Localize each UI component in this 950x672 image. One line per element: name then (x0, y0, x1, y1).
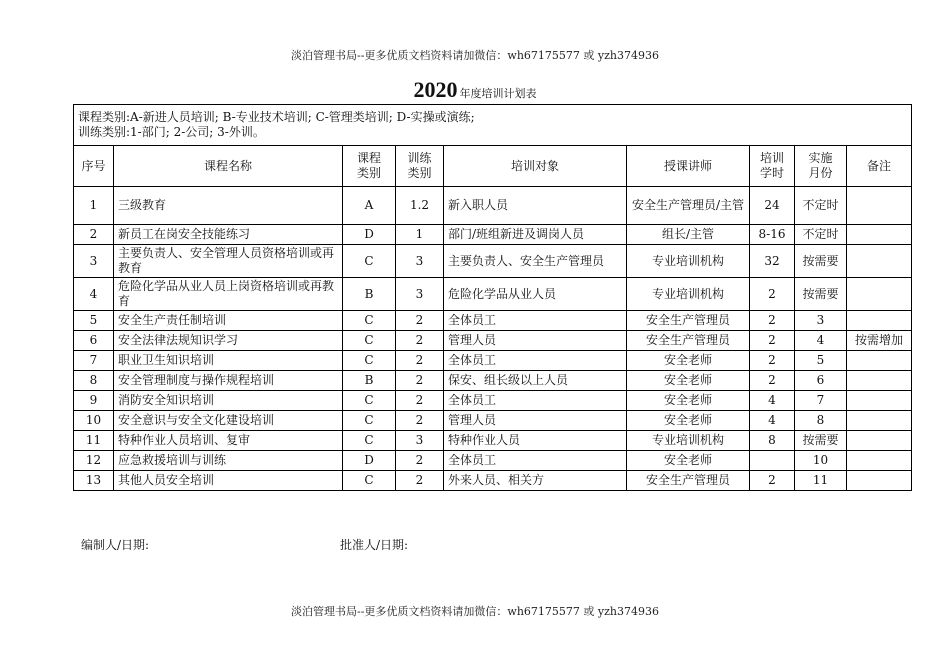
course-type-cell: B (343, 371, 396, 391)
training-hours-cell: 2 (750, 331, 795, 351)
training-type-cell: 2 (396, 311, 444, 331)
training-target-cell: 管理人员 (444, 331, 627, 351)
implementation-month-cell: 8 (795, 411, 847, 431)
training-hours-cell: 4 (750, 391, 795, 411)
row-number-cell: 4 (74, 278, 114, 311)
lecturer-cell: 安全老师 (627, 351, 750, 371)
training-type-cell: 2 (396, 391, 444, 411)
course-type-cell: C (343, 391, 396, 411)
lecturer-cell: 组长/主管 (627, 225, 750, 245)
col-header-note: 备注 (847, 146, 912, 187)
training-plan-table (73, 104, 912, 491)
table-row (74, 311, 912, 331)
training-hours-cell: 24 (750, 187, 795, 225)
training-target-cell: 特种作业人员 (444, 431, 627, 451)
col-header-course-type: 课程 类别 (343, 146, 396, 187)
course-type-cell: A (343, 187, 396, 225)
course-type-cell: C (343, 411, 396, 431)
table-row (74, 431, 912, 451)
legend-cell (74, 105, 912, 146)
training-target-cell: 全体员工 (444, 391, 627, 411)
lecturer-cell: 安全生产管理员 (627, 331, 750, 351)
table-row (74, 351, 912, 371)
course-type-cell: C (343, 431, 396, 451)
row-number-cell: 13 (74, 471, 114, 491)
lecturer-cell: 安全老师 (627, 391, 750, 411)
training-target-cell: 保安、组长级以上人员 (444, 371, 627, 391)
implementation-month-cell: 11 (795, 471, 847, 491)
course-name-cell: 特种作业人员培训、复审 (114, 431, 343, 451)
lecturer-cell: 安全老师 (627, 451, 750, 471)
training-hours-cell: 8-16 (750, 225, 795, 245)
lecturer-cell: 安全生产管理员 (627, 471, 750, 491)
col-header-hours: 培训 学时 (750, 146, 795, 187)
implementation-month-cell: 不定时 (795, 187, 847, 225)
legend-course-types: 课程类别:A-新进人员培训; B-专业技术培训; C-管理类培训; D-实操或演练; (78, 110, 475, 124)
remark-cell: 按需增加 (847, 331, 912, 351)
remark-cell (847, 278, 912, 311)
implementation-month-cell: 5 (795, 351, 847, 371)
row-number-cell: 10 (74, 411, 114, 431)
remark-cell (847, 451, 912, 471)
lecturer-cell: 安全生产管理员/主管 (627, 187, 750, 225)
course-type-cell: C (343, 331, 396, 351)
lecturer-cell: 安全老师 (627, 371, 750, 391)
implementation-month-cell: 4 (795, 331, 847, 351)
table-row (74, 451, 912, 471)
row-number-cell: 6 (74, 331, 114, 351)
table-row (74, 411, 912, 431)
table-row (74, 471, 912, 491)
training-type-cell: 1 (396, 225, 444, 245)
row-number-cell: 2 (74, 225, 114, 245)
row-number-cell: 7 (74, 351, 114, 371)
remark-cell (847, 245, 912, 278)
table-header-row (74, 146, 912, 187)
implementation-month-cell: 按需要 (795, 431, 847, 451)
document-title (0, 77, 950, 103)
remark-cell (847, 225, 912, 245)
course-name-cell: 消防安全知识培训 (114, 391, 343, 411)
training-hours-cell: 2 (750, 471, 795, 491)
implementation-month-cell: 3 (795, 311, 847, 331)
training-target-cell: 部门/班组新进及调岗人员 (444, 225, 627, 245)
row-number-cell: 3 (74, 245, 114, 278)
training-target-cell: 主要负责人、安全生产管理员 (444, 245, 627, 278)
training-target-cell: 全体员工 (444, 451, 627, 471)
training-type-cell: 2 (396, 331, 444, 351)
training-target-cell: 外来人员、相关方 (444, 471, 627, 491)
lecturer-cell: 专业培训机构 (627, 278, 750, 311)
header-watermark-note: 淡泊管理书局--更多优质文档资料请加微信：wh67175577 或 yzh374936 (291, 49, 659, 62)
implementation-month-cell: 10 (795, 451, 847, 471)
col-header-no: 序号 (74, 146, 114, 187)
training-target-cell: 全体员工 (444, 351, 627, 371)
row-number-cell: 1 (74, 187, 114, 225)
training-type-cell: 3 (396, 431, 444, 451)
title-year: 2020 (413, 77, 458, 102)
training-type-cell: 3 (396, 278, 444, 311)
row-number-cell: 12 (74, 451, 114, 471)
remark-cell (847, 371, 912, 391)
table-row (74, 225, 912, 245)
lecturer-cell: 安全生产管理员 (627, 311, 750, 331)
course-name-cell: 安全管理制度与操作规程培训 (114, 371, 343, 391)
lecturer-cell: 专业培训机构 (627, 431, 750, 451)
course-type-cell: C (343, 245, 396, 278)
remark-cell (847, 431, 912, 451)
col-header-target: 培训对象 (444, 146, 627, 187)
course-type-cell: B (343, 278, 396, 311)
col-header-course-name: 课程名称 (114, 146, 343, 187)
implementation-month-cell: 7 (795, 391, 847, 411)
table-row (74, 245, 912, 278)
training-target-cell: 管理人员 (444, 411, 627, 431)
course-name-cell: 其他人员安全培训 (114, 471, 343, 491)
course-type-cell: C (343, 311, 396, 331)
approved-by-label: 批准人/日期: (340, 538, 409, 552)
col-header-training-type: 训练 类别 (396, 146, 444, 187)
lecturer-cell: 专业培训机构 (627, 245, 750, 278)
course-name-cell: 新员工在岗安全技能练习 (114, 225, 343, 245)
prepared-by-label: 编制人/日期: (81, 538, 150, 552)
lecturer-cell: 安全老师 (627, 411, 750, 431)
remark-cell (847, 351, 912, 371)
training-type-cell: 2 (396, 451, 444, 471)
training-type-cell: 2 (396, 411, 444, 431)
course-name-cell: 安全意识与安全文化建设培训 (114, 411, 343, 431)
row-number-cell: 11 (74, 431, 114, 451)
course-name-cell: 主要负责人、安全管理人员资格培训或再教育 (114, 245, 343, 278)
training-type-cell: 2 (396, 371, 444, 391)
remark-cell (847, 187, 912, 225)
training-hours-cell: 2 (750, 351, 795, 371)
implementation-month-cell: 6 (795, 371, 847, 391)
training-type-cell: 2 (396, 351, 444, 371)
implementation-month-cell: 按需要 (795, 245, 847, 278)
table-row (74, 187, 912, 225)
table-row (74, 391, 912, 411)
course-type-cell: C (343, 351, 396, 371)
course-name-cell: 安全法律法规知识学习 (114, 331, 343, 351)
training-target-cell: 危险化学品从业人员 (444, 278, 627, 311)
course-name-cell: 危险化学品从业人员上岗资格培训或再教育 (114, 278, 343, 311)
remark-cell (847, 471, 912, 491)
course-name-cell: 应急救援培训与训练 (114, 451, 343, 471)
course-name-cell: 职业卫生知识培训 (114, 351, 343, 371)
training-hours-cell: 4 (750, 411, 795, 431)
remark-cell (847, 391, 912, 411)
col-header-month: 实施 月份 (795, 146, 847, 187)
implementation-month-cell: 按需要 (795, 278, 847, 311)
training-hours-cell: 2 (750, 278, 795, 311)
course-type-cell: D (343, 451, 396, 471)
course-type-cell: C (343, 471, 396, 491)
row-number-cell: 8 (74, 371, 114, 391)
row-number-cell: 5 (74, 311, 114, 331)
course-name-cell: 三级教育 (114, 187, 343, 225)
training-hours-cell: 8 (750, 431, 795, 451)
table-row (74, 278, 912, 311)
course-type-cell: D (343, 225, 396, 245)
training-hours-cell: 2 (750, 371, 795, 391)
table-row (74, 331, 912, 351)
training-hours-cell (750, 451, 795, 471)
training-type-cell: 1.2 (396, 187, 444, 225)
training-type-cell: 3 (396, 245, 444, 278)
col-header-lecturer: 授课讲师 (627, 146, 750, 187)
footer-watermark-note: 淡泊管理书局--更多优质文档资料请加微信：wh67175577 或 yzh374936 (291, 605, 659, 618)
remark-cell (847, 311, 912, 331)
implementation-month-cell: 不定时 (795, 225, 847, 245)
course-name-cell: 安全生产责任制培训 (114, 311, 343, 331)
title-text: 年度培训计划表 (459, 87, 537, 100)
training-target-cell: 新入职人员 (444, 187, 627, 225)
training-type-cell: 2 (396, 471, 444, 491)
training-hours-cell: 2 (750, 311, 795, 331)
table-row (74, 371, 912, 391)
remark-cell (847, 411, 912, 431)
legend-training-types: 训练类别:1-部门; 2-公司; 3-外训。 (78, 125, 265, 139)
training-target-cell: 全体员工 (444, 311, 627, 331)
training-hours-cell: 32 (750, 245, 795, 278)
row-number-cell: 9 (74, 391, 114, 411)
